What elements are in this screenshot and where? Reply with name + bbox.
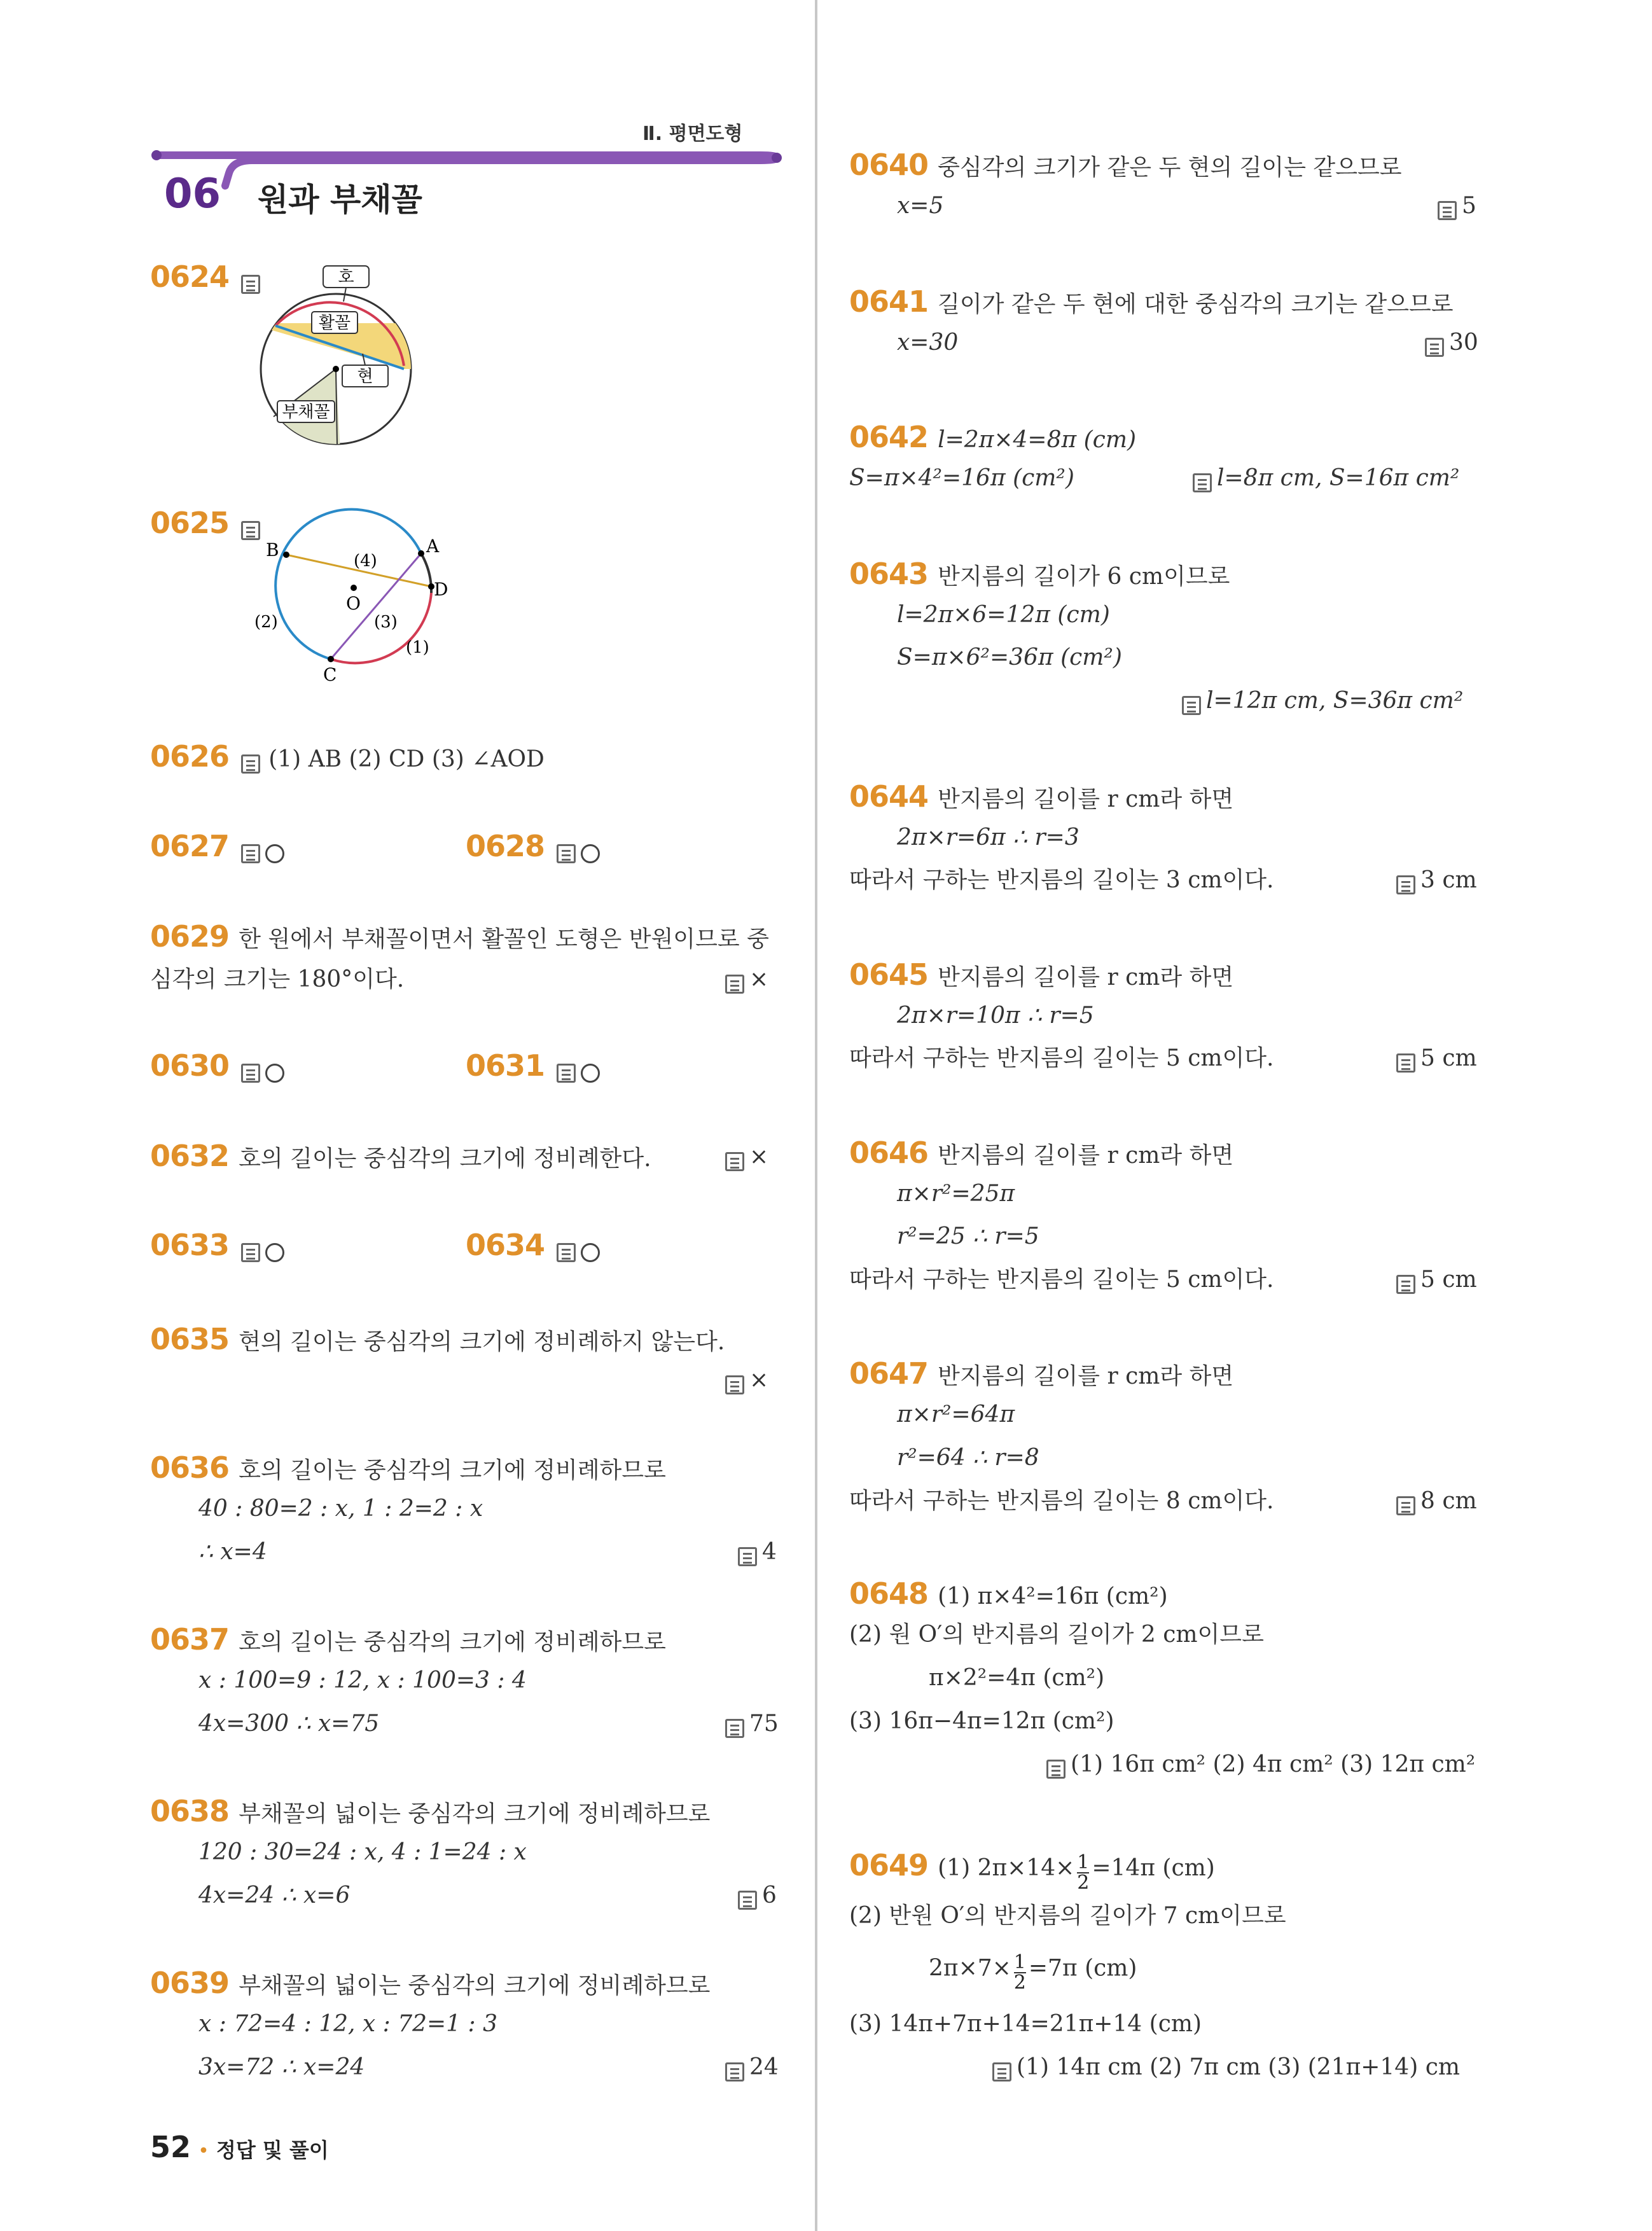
unit-title: 원과 부채꼴 — [258, 181, 422, 218]
problem-number: 0641 — [849, 284, 929, 319]
problem-0641 — [849, 284, 1454, 319]
circle-mark-icon — [581, 844, 600, 863]
answer-icon — [725, 1375, 744, 1394]
problem-number: 0638 — [150, 1794, 230, 1828]
problem-0645 — [849, 957, 1233, 992]
problem-number: 0629 — [150, 919, 230, 954]
problem-0644 — [849, 779, 1233, 814]
solution-line: l=2π×6=12π (cm) — [897, 602, 1110, 628]
page-footer: 52 • 정답 및 풀이 — [150, 2130, 329, 2164]
answer-icon — [557, 844, 576, 863]
answer-0637 — [725, 1710, 779, 1738]
problem-text: 현의 길이는 중심각의 크기에 정비례하지 않는다. — [239, 1329, 725, 1355]
problem-text: 부채꼴의 넓이는 중심각의 크기에 정비례하므로 — [239, 1973, 711, 1999]
problem-number: 0640 — [849, 148, 929, 182]
problem-text: 길이가 같은 두 현에 대한 중심각의 크기는 같으므로 — [938, 291, 1454, 317]
solution-line: x : 72=4 : 12, x : 72=1 : 3 — [198, 2011, 498, 2037]
answer-icon — [725, 975, 744, 994]
problem-text: =14π (cm) — [1092, 1855, 1215, 1881]
problem-0633 — [150, 1228, 284, 1262]
solution-line: (3) 14π+7π+14=21π+14 (cm) — [849, 2011, 1202, 2037]
solution-line: (2) 원 O′의 반지름의 길이가 2 cm이므로 — [849, 1622, 1264, 1648]
answer-text: 3 cm — [1420, 867, 1477, 893]
answer-0635 — [725, 1366, 768, 1394]
problem-text: 부채꼴의 넓이는 중심각의 크기에 정비례하므로 — [239, 1801, 711, 1827]
answer-icon — [725, 1152, 744, 1171]
answer-text: l=12π cm, S=36π cm² — [1206, 688, 1464, 714]
solution-line: 2π×r=6π ∴ r=3 — [897, 824, 1079, 851]
solution-line: x : 100=9 : 12, x : 100=3 : 4 — [198, 1667, 527, 1693]
answer-icon — [1182, 696, 1201, 715]
problem-0643 — [849, 557, 1230, 591]
solution-line: (2) 반원 O′의 반지름의 길이가 7 cm이므로 — [849, 1903, 1286, 1929]
answer-text: (1) 14π cm (2) 7π cm (3) (21π+14) cm — [1017, 2054, 1460, 2080]
title-banner — [150, 141, 785, 192]
problem-number: 0649 — [849, 1848, 929, 1882]
page-number: 52 — [150, 2130, 191, 2164]
answer-0641 — [1425, 329, 1478, 357]
problem-text: (1) 2π×14× — [938, 1855, 1075, 1881]
answer-text: 5 cm — [1420, 1267, 1477, 1293]
diagram-arc-segment-sector — [248, 261, 420, 458]
answer-icon — [241, 1243, 260, 1262]
solution-line: 40 : 80=2 : x, 1 : 2=2 : x — [198, 1496, 483, 1522]
problem-0636 — [150, 1450, 666, 1485]
answer-text: 5 — [1462, 193, 1476, 219]
problem-text: (1) π×4²=16π (cm²) — [938, 1583, 1168, 1609]
answer-icon — [241, 754, 260, 774]
answer-text: 24 — [749, 2054, 779, 2080]
answer-icon — [1193, 473, 1212, 492]
problem-number: 0648 — [849, 1576, 929, 1611]
problem-0630 — [150, 1048, 284, 1083]
problem-number: 0624 — [150, 260, 230, 294]
answer-0648 — [1046, 1751, 1475, 1779]
problem-number: 0643 — [849, 557, 929, 591]
label-2: (2) — [254, 613, 278, 632]
problem-text: 중심각의 크기가 같은 두 현의 길이는 같으므로 — [938, 155, 1402, 181]
problem-number: 0630 — [150, 1048, 230, 1083]
solution-line: (3) 16π−4π=12π (cm²) — [849, 1708, 1114, 1734]
fraction: $\frac{1}{2}$ — [1013, 1951, 1026, 1994]
answer-icon — [241, 1064, 260, 1083]
answer-icon — [1396, 1053, 1415, 1073]
diagram-circle-abcd — [242, 503, 452, 693]
solution-line: π×2²=4π (cm²) — [929, 1665, 1105, 1691]
solution-line: 따라서 구하는 반지름의 길이는 5 cm이다. — [849, 1045, 1274, 1071]
solution-line: 따라서 구하는 반지름의 길이는 5 cm이다. — [849, 1267, 1274, 1293]
answer-0644 — [1396, 866, 1477, 894]
chapter-label: Ⅱ. 평면도형 — [642, 123, 743, 145]
answer-text: × — [749, 966, 769, 992]
problem-text: 호의 길이는 중심각의 크기에 정비례하므로 — [239, 1629, 666, 1655]
problem-number: 0642 — [849, 420, 929, 454]
answer-text: 8 cm — [1420, 1488, 1477, 1514]
problem-number: 0639 — [150, 1966, 230, 2000]
answer-text: 6 — [762, 1882, 777, 1908]
problem-0628 — [466, 829, 600, 863]
answer-0640 — [1438, 192, 1476, 220]
problem-number: 0633 — [150, 1228, 230, 1262]
circle-mark-icon — [581, 1064, 600, 1083]
answer-icon — [1396, 1275, 1415, 1294]
answer-text: × — [749, 1144, 769, 1170]
answer-icon — [1438, 201, 1457, 220]
problem-number: 0631 — [466, 1048, 545, 1083]
answer-0643 — [1182, 687, 1463, 715]
point-d: D — [434, 579, 448, 600]
problem-0634 — [466, 1228, 600, 1262]
problem-0626 — [150, 739, 545, 774]
answer-icon — [1425, 338, 1444, 357]
label-4: (4) — [354, 552, 377, 571]
footer-label: 정답 및 풀이 — [216, 2138, 329, 2162]
problem-0632 — [150, 1139, 651, 1173]
answer-text: × — [749, 1367, 769, 1393]
answer-0638 — [738, 1882, 777, 1910]
problem-text: 한 원에서 부채꼴이면서 활꼴인 도형은 반원이므로 중 — [239, 926, 769, 952]
problem-text: 반지름의 길이가 6 cm이므로 — [938, 564, 1230, 590]
solution-line: 4x=300 ∴ x=75 — [198, 1711, 380, 1737]
answer-text: l=8π cm, S=16π cm² — [1217, 465, 1460, 491]
solution-line: π×r²=64π — [897, 1401, 1015, 1428]
solution-line: S=π×6²=36π (cm²) — [897, 644, 1122, 671]
solution-line: 2π×7× $\frac{1}{2}$ =7π (cm) — [929, 1951, 1137, 1994]
problem-0635 — [150, 1322, 725, 1356]
problem-number: 0645 — [849, 957, 929, 992]
problem-number: 0636 — [150, 1450, 230, 1485]
solution-line: 120 : 30=24 : x, 4 : 1=24 : x — [198, 1839, 527, 1865]
solution-line: r²=64 ∴ r=8 — [897, 1445, 1039, 1471]
label-3: (3) — [374, 613, 398, 632]
point-o: O — [346, 593, 361, 614]
point-c: C — [323, 664, 337, 685]
answer-0632 — [725, 1143, 768, 1171]
problem-0631 — [466, 1048, 600, 1083]
answer-icon — [992, 2062, 1011, 2082]
solution-line: π×r²=25π — [897, 1181, 1015, 1207]
solution-line: 2π×r=10π ∴ r=5 — [897, 1003, 1094, 1029]
problem-number: 0635 — [150, 1322, 230, 1356]
solution-line: ∴ x=4 — [198, 1539, 267, 1565]
answer-0636 — [738, 1538, 777, 1566]
problem-text: 반지름의 길이를 r cm라 하면 — [938, 786, 1234, 812]
label-1: (1) — [406, 638, 429, 657]
answer-text: 5 cm — [1420, 1045, 1477, 1071]
answer-text: 75 — [749, 1711, 779, 1737]
label-sector: 부채꼴 — [282, 403, 330, 422]
problem-text: 반지름의 길이를 r cm라 하면 — [938, 964, 1234, 990]
solution-line: x=30 — [897, 330, 959, 356]
solution-line: 3x=72 ∴ x=24 — [198, 2054, 365, 2080]
problem-number: 0644 — [849, 779, 929, 814]
answer-icon — [738, 1547, 757, 1566]
answer-0647 — [1396, 1487, 1477, 1515]
problem-text: 호의 길이는 중심각의 크기에 정비례한다. — [239, 1146, 651, 1172]
answer-icon — [1396, 1496, 1415, 1515]
answer-text: (1) 16π cm² (2) 4π cm² (3) 12π cm² — [1071, 1751, 1476, 1777]
answer-icon — [725, 2062, 744, 2082]
problem-0649 — [849, 1848, 1215, 1893]
label-segment: 활꼴 — [318, 314, 351, 333]
answer-icon — [738, 1891, 757, 1910]
circle-mark-icon — [265, 1064, 284, 1083]
circle-mark-icon — [581, 1243, 600, 1262]
problem-0646 — [849, 1136, 1233, 1170]
answer-0646 — [1396, 1266, 1477, 1294]
problem-0640 — [849, 148, 1402, 182]
solution-line: r²=25 ∴ r=5 — [897, 1223, 1039, 1249]
problem-number: 0647 — [849, 1356, 929, 1391]
problem-0627 — [150, 829, 284, 863]
answer-icon — [557, 1064, 576, 1083]
label-arc: 호 — [338, 268, 354, 287]
problem-0629-line2: 심각의 크기는 180°이다. — [150, 966, 405, 992]
solution-line: x=5 — [897, 193, 944, 219]
solution-line: 따라서 구하는 반지름의 길이는 8 cm이다. — [849, 1488, 1274, 1514]
label-chord: 현 — [357, 367, 373, 386]
problem-0642 — [849, 420, 1136, 454]
answer-0639 — [725, 2054, 779, 2082]
answer-0645 — [1396, 1045, 1477, 1073]
column-divider — [815, 0, 817, 2231]
unit-number: 06 — [164, 170, 221, 218]
problem-number: 0646 — [849, 1136, 929, 1170]
point-a: A — [426, 536, 440, 557]
solution-line: 4x=24 ∴ x=6 — [198, 1882, 351, 1908]
problem-0629 — [150, 919, 769, 954]
problem-text: 반지름의 길이를 r cm라 하면 — [938, 1363, 1234, 1389]
answer-0649 — [992, 2054, 1460, 2082]
answer-text: (1) AB (2) CD (3) ∠AOD — [268, 746, 545, 772]
problem-0647 — [849, 1356, 1233, 1391]
point-b: B — [266, 539, 279, 560]
problem-number: 0628 — [466, 829, 545, 863]
answer-icon — [1396, 875, 1415, 894]
answer-icon — [241, 844, 260, 863]
answer-0629 — [725, 966, 768, 994]
problem-number: 0637 — [150, 1622, 230, 1657]
answer-icon — [557, 1243, 576, 1262]
problem-number: 0632 — [150, 1139, 230, 1173]
problem-text: 호의 길이는 중심각의 크기에 정비례하므로 — [239, 1457, 666, 1484]
circle-mark-icon — [265, 844, 284, 863]
circle-mark-icon — [265, 1243, 284, 1262]
problem-0637 — [150, 1622, 666, 1657]
answer-text: 4 — [762, 1539, 777, 1565]
fraction: $\frac{1}{2}$ — [1077, 1851, 1090, 1894]
problem-number: 0634 — [466, 1228, 545, 1262]
problem-0638 — [150, 1794, 710, 1828]
solution-line: S=π×4²=16π (cm²) — [849, 465, 1074, 491]
problem-0648 — [849, 1576, 1168, 1611]
solution-line: 따라서 구하는 반지름의 길이는 3 cm이다. — [849, 867, 1274, 893]
answer-0642 — [1193, 464, 1459, 492]
problem-text: l=2π×4=8π (cm) — [938, 427, 1136, 453]
answer-icon — [1046, 1760, 1065, 1779]
problem-number: 0627 — [150, 829, 230, 863]
problem-number: 0626 — [150, 739, 230, 774]
answer-icon — [725, 1719, 744, 1738]
answer-text: 30 — [1449, 330, 1478, 356]
problem-number: 0625 — [150, 506, 230, 540]
problem-0639 — [150, 1966, 710, 2000]
problem-text: 반지름의 길이를 r cm라 하면 — [938, 1143, 1234, 1169]
